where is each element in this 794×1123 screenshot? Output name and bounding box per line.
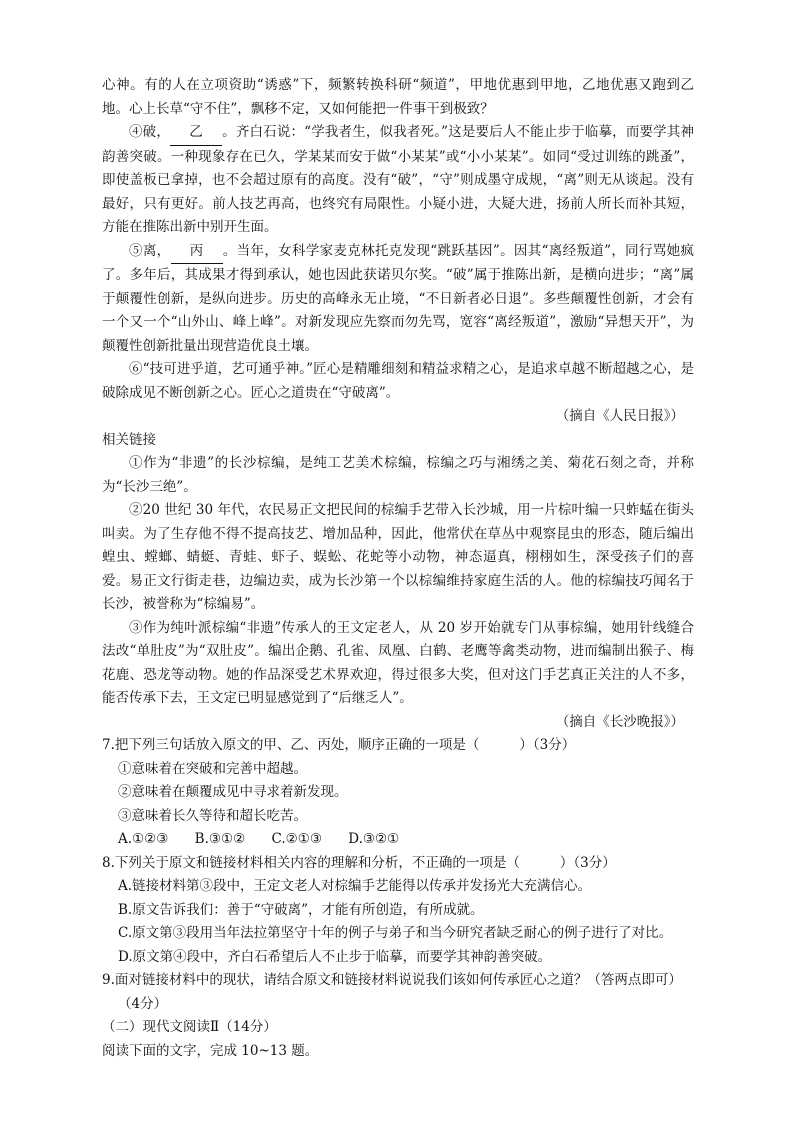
section-2-heading: （二）现代文阅读Ⅱ（14分） xyxy=(102,1019,277,1035)
question-8-stem xyxy=(102,852,694,876)
article-paragraph-4 xyxy=(102,121,694,240)
q7-option-a: A.①②③ xyxy=(118,831,169,847)
article-paragraph-5 xyxy=(102,240,694,359)
blank-bing: 丙 xyxy=(171,240,223,265)
q8-stem-text: 8.下列关于原文和链接材料相关内容的理解和分析，不正确的一项是（ xyxy=(102,854,520,871)
link-paragraph-2: ②20 世纪 30 年代，农民易正文把民间的棕编手艺带入长沙城，用一片棕叶编一只蚱蜢在街头叫卖。为了生存他不得不提高技艺、增加品种，因此，他常伏在草丛中观察昆虫的形态，随后编出蝗虫、螳螂、蜻蜓、青蛙、虾子、蜈蚣、花蛇等小动物，神态逼真，栩栩如生，深受孩子们的喜爱。易正文行街走巷，边编边卖，成为长沙第一个以棕编维持家庭生活的人。他的棕编技巧闻名于长沙，被誉称为“棕编易”。 xyxy=(102,502,694,612)
q9-score: （4分） xyxy=(118,995,168,1012)
paragraph-5-prefix: ⑤离， xyxy=(129,242,171,259)
paragraph-4-prefix: ④破， xyxy=(129,124,170,140)
q8-option-a: A.链接材料第③段中，王定文老人对棕编手艺能得以传承并发扬光大充满信心。 xyxy=(118,878,592,894)
q8-option-d: D.原文第④段中，齐白石希望后人不止步于临摹，而要学其神韵善突破。 xyxy=(118,948,552,965)
q7-option-c: C.②①③ xyxy=(271,831,322,847)
q7-sentence-1: ①意味着在突破和完善中超越。 xyxy=(118,760,307,777)
link-heading: 相关链接 xyxy=(102,431,156,448)
question-9-stem: 9.面对链接材料中的现状，请结合原文和链接材料说说我们该如何传承匠心之道？（答两点即可） xyxy=(102,972,682,988)
q8-option-b: B.原文告诉我们：善于“守破离”，才能有所创造，有所成就。 xyxy=(118,901,484,918)
q8-score: ）（3分） xyxy=(559,854,616,871)
q7-option-b: B.③①② xyxy=(194,831,246,847)
q7-stem-text: 7.把下列三句话放入原文的甲、乙、丙处，顺序正确的一项是（ xyxy=(102,737,480,753)
link-paragraph-1: ①作为“非遗”的长沙棕编，是纯工艺美术棕编，棕编之巧与湘绣之美、菊花石刻之奇，并称为“长沙三绝”。 xyxy=(102,455,694,495)
q8-option-c: C.原文第③段用当年法拉第坚守十年的例子与弟子和当今研究者缺乏耐心的例子进行了对比。 xyxy=(118,925,673,941)
q7-sentence-3: ③意味着长久等待和超长吃苦。 xyxy=(118,807,307,824)
link-paragraph-3: ③作为纯叶派棕编“非遗”传承人的王文定老人，从 20 岁开始就专门从事棕编，她用针线缝合法改“单肚皮”为“双肚皮”。编出企鹅、孔雀、凤凰、白鹤、老鹰等禽类动物，进而编制出猴子、梅花鹿、恐龙等动物。她的作品深受艺术界欢迎，得过很多大奖，但对这门手艺真正关注的人不多，能否传承下去，王文定已明显感觉到了“后继乏人”。 xyxy=(102,619,694,706)
link-source: （摘自《长沙晚报》） xyxy=(555,713,684,730)
blank-yi: 乙 xyxy=(170,121,222,146)
q7-sentence-2: ②意味着在颠覆成见中寻求着新发现。 xyxy=(118,784,348,800)
q7-options xyxy=(102,828,694,852)
reading-instruction: 阅读下面的文字，完成 10~13 题。 xyxy=(102,1042,319,1059)
page-content xyxy=(102,74,694,1063)
question-7-stem xyxy=(102,734,694,758)
paragraph-5-text: 。当年，女科学家麦克林托克发现“跳跃基因”。因其“离经叛道”，同行骂她疯了。多年后，其成果才得到承认，她也因此获诺贝尔奖。“破”属于推陈出新，是横向进步；“离”属于颠覆性创新，是纵向进步。历史的高峰永无止境，“不日新者必日退”。多些颠覆性创新，才会有一个又一个“山外山、峰上峰”。对新发现应先察而勿先骂，宽容“离经叛道”，激励“异想天开”，为颠覆性创新批量出现营造优良土壤。 xyxy=(102,242,695,354)
q7-score: ）（3分） xyxy=(519,737,576,753)
paragraph-4-text: 。齐白石说：“学我者生，似我者死。”这是要后人不能止步于临摹，而要学其神韵善突破。一种现象存在已久，学某某而安于做“小某某”或“小小某某”。如同“受过训练的跳蚤”，即使盖板已拿掉，也不会超过原有的高度。没有“破”，“守”则成墨守成规，“离”则无从谈起。没有最好，只有更好。前人技艺再高，也终究有局限性。小疑小进，大疑大进，扬前人所长而补其短，方能在推陈出新中别开生面。 xyxy=(102,124,694,235)
article-paragraph-3-continued: 心神。有的人在立项资助“诱惑”下，频繁转换科研“频道”，甲地优惠到甲地，乙地优惠又跑到乙地。心上长草“守不住”，飘移不定，又如何能把一件事干到极致？ xyxy=(102,77,694,117)
q7-option-d: D.③②① xyxy=(348,831,400,847)
article-paragraph-6: ⑥“技可进乎道，艺可通乎神。”匠心是精雕细刻和精益求精之心，是追求卓越不断超越之心，是破除成见不断创新之心。匠心之道贵在“守破离”。 xyxy=(102,361,694,401)
article-source: （摘自《人民日报》） xyxy=(555,408,684,424)
